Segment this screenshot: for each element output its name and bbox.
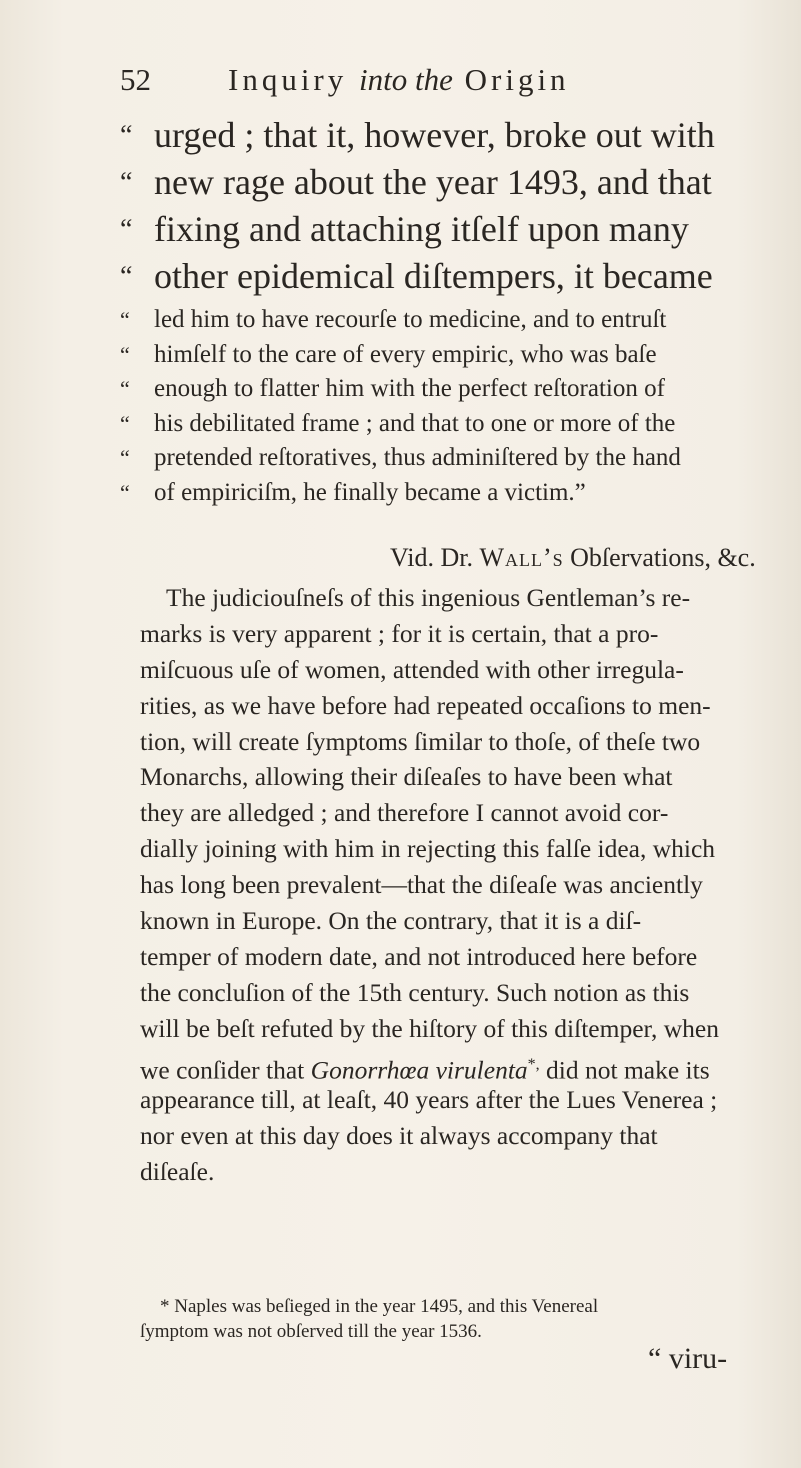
quote-line bbox=[120, 112, 730, 159]
body-line: nor even at this day does it always accompany that bbox=[140, 1121, 658, 1151]
body-line-end: did not make its bbox=[546, 1055, 710, 1085]
quote-line-text: other epidemical diſtempers, it became bbox=[154, 256, 713, 296]
body-line: they are alledged ; and therefore I cannot avoid cor- bbox=[140, 798, 669, 828]
body-line: marks is very apparent ; for it is certain, that a pro- bbox=[140, 618, 659, 648]
quotation-large bbox=[120, 112, 730, 300]
body-paragraph bbox=[140, 580, 750, 1190]
body-line: the concluſion of the 15th century. Such notion as this bbox=[140, 977, 690, 1007]
running-header bbox=[120, 62, 710, 102]
quote-line-text: of empiriciſm, he finally became a victim.” bbox=[154, 478, 586, 506]
body-line: known in Europe. On the contrary, that it is a diſ- bbox=[140, 906, 642, 936]
body-line: has long been prevalent—that the diſeaſe was anciently bbox=[140, 870, 703, 900]
body-line: diſeaſe. bbox=[140, 1157, 215, 1187]
quote-mark: “ bbox=[120, 261, 133, 292]
quote-line bbox=[120, 441, 740, 476]
quotation-small bbox=[120, 303, 740, 510]
citation-prefix: Vid. Dr. bbox=[390, 543, 473, 572]
citation-work: Obſervations, &c. bbox=[570, 543, 756, 572]
body-line: miſcuous uſe of women, attended with other irregula- bbox=[140, 654, 684, 684]
body-line: dially joining with him in rejecting this falſe idea, which bbox=[140, 834, 716, 864]
quote-line bbox=[120, 372, 740, 407]
quote-mark: “ bbox=[120, 479, 130, 505]
quote-line bbox=[120, 407, 740, 442]
quote-line-text: pretended reſtoratives, thus adminiſtered by the hand bbox=[154, 444, 681, 471]
quote-line bbox=[120, 159, 730, 206]
body-line: appearance till, at leaſt, 40 years after the Lues Venerea ; bbox=[140, 1085, 718, 1115]
citation bbox=[390, 543, 756, 573]
body-line-start: we conſider that bbox=[140, 1055, 305, 1085]
running-title-word-3: Origin bbox=[464, 62, 570, 97]
body-line: tion, will create ſymptoms ſimilar to thoſe, of theſe two bbox=[140, 726, 701, 756]
quote-mark: “ bbox=[120, 341, 130, 367]
footnote-line: ſymptom was not obſerved till the year 1536. bbox=[140, 1321, 482, 1342]
body-line: rities, as we have before had repeated occaſions to men- bbox=[140, 690, 711, 720]
quote-line-text: fixing and attaching itſelf upon many bbox=[154, 209, 689, 249]
quote-line bbox=[120, 206, 730, 253]
running-title-word-1: Inquiry bbox=[228, 62, 348, 97]
quote-mark: “ bbox=[120, 410, 130, 436]
footnote-line: * Naples was beſieged in the year 1495, and this Venereal bbox=[160, 1296, 599, 1317]
quote-line bbox=[120, 253, 730, 300]
quote-line-text: new rage about the year 1493, and that bbox=[154, 162, 712, 202]
italic-term: Gonorrhœa virulenta bbox=[310, 1055, 528, 1085]
quote-line-text: his debilitated frame ; and that to one or more of the bbox=[154, 409, 676, 437]
running-title-word-2: into the bbox=[359, 62, 453, 97]
body-line: Monarchs, allowing their diſeaſes to have been what bbox=[140, 762, 673, 792]
quote-mark: “ bbox=[120, 376, 130, 401]
body-line bbox=[140, 1047, 750, 1083]
body-line: will be beſt refuted by the hiſtory of this diſtemper, when bbox=[140, 1013, 719, 1043]
quote-line-text: himſelf to the care of every empiric, who was baſe bbox=[154, 340, 657, 368]
quote-mark: “ bbox=[120, 445, 130, 470]
footnote bbox=[140, 1294, 740, 1344]
running-title bbox=[228, 62, 570, 98]
page-number: 52 bbox=[120, 62, 151, 97]
citation-author: Wall’s bbox=[479, 543, 564, 572]
quote-mark: “ bbox=[120, 307, 130, 332]
quote-line bbox=[120, 303, 740, 338]
quote-line-text: led him to have recourſe to medicine, and to entruſt bbox=[154, 306, 667, 333]
quote-mark: “ bbox=[120, 214, 133, 245]
catchword: “ viru- bbox=[648, 1342, 728, 1375]
quote-line bbox=[120, 338, 740, 373]
quote-line-text: urged ; that it, however, broke out with bbox=[154, 115, 715, 155]
body-line: The judiciouſneſs of this ingenious Gentleman’s re- bbox=[166, 583, 691, 612]
body-line: temper of modern date, and not introduced here before bbox=[140, 941, 698, 971]
quote-line-text: enough to flatter him with the perfect reſtoration of bbox=[154, 375, 665, 402]
quote-mark: “ bbox=[120, 167, 133, 198]
footnote-marker: *, bbox=[527, 1055, 540, 1073]
quote-line bbox=[120, 476, 740, 511]
quote-mark: “ bbox=[120, 120, 133, 151]
